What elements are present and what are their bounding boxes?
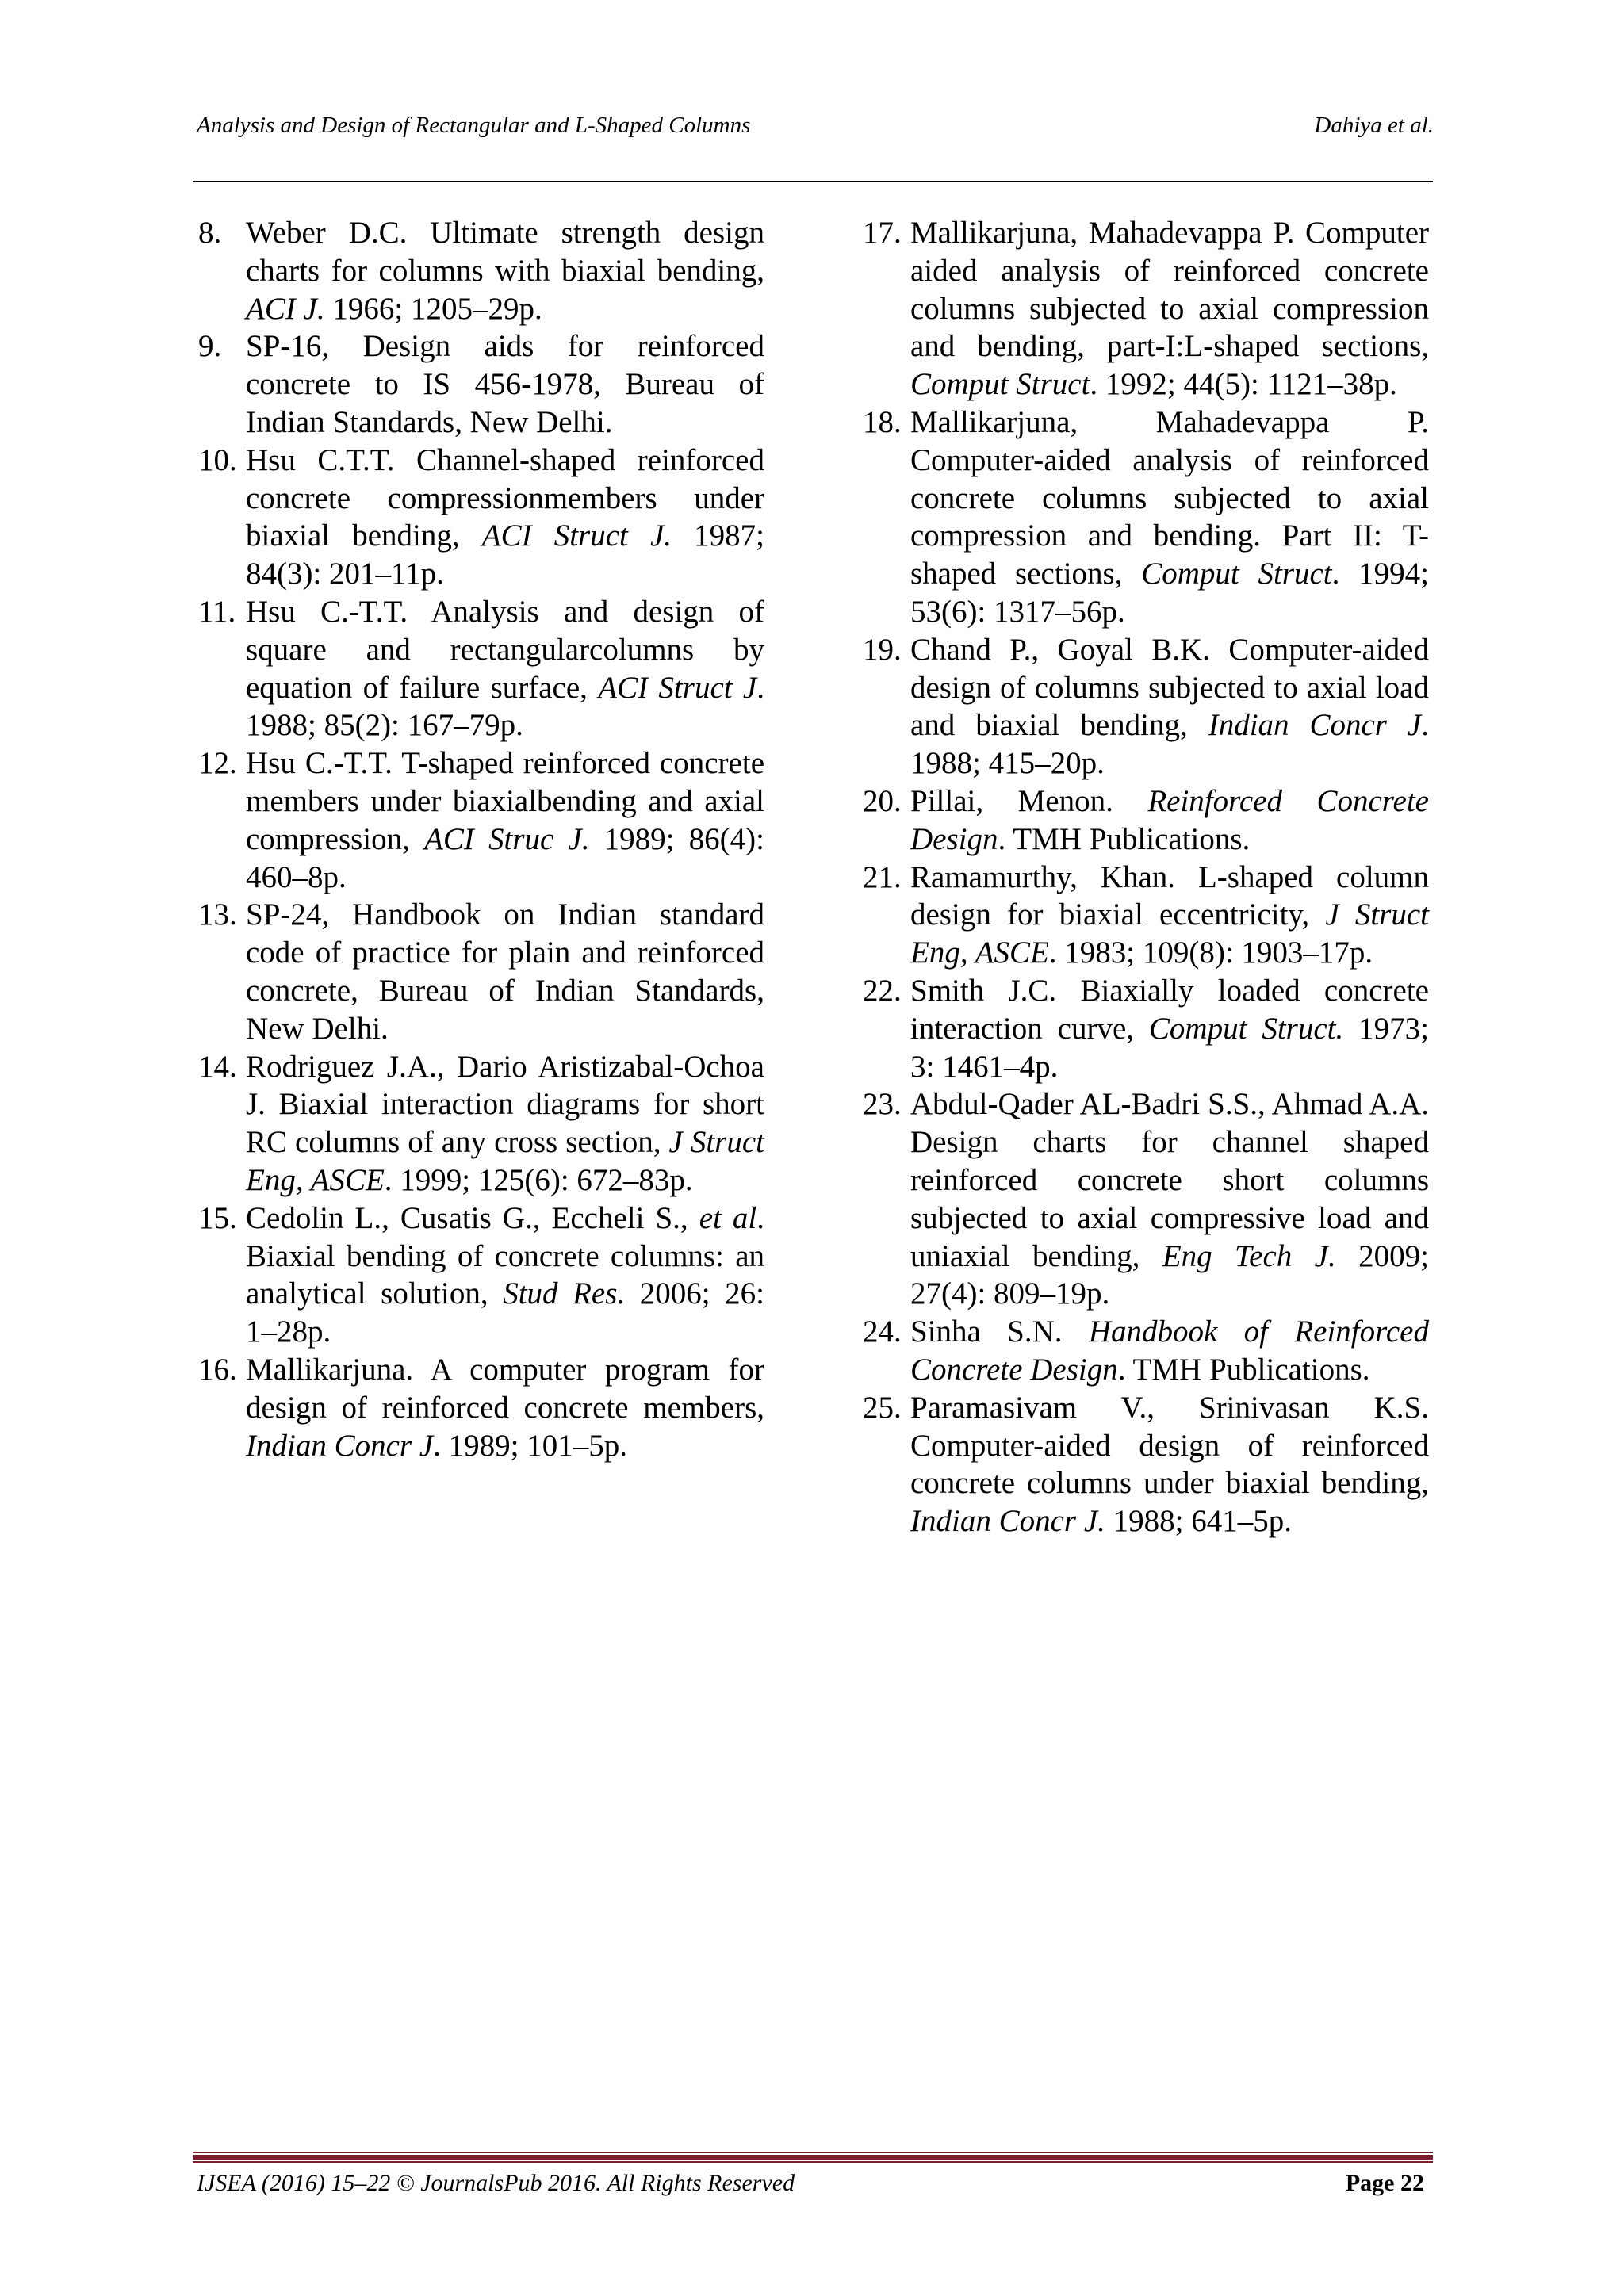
reference-source-italic: Stud Res.: [503, 1276, 626, 1311]
reference-source-italic: Indian Concr J: [246, 1428, 434, 1463]
reference-source-italic: et al: [699, 1200, 757, 1235]
reference-item: [198, 744, 764, 896]
reference-item: [863, 1085, 1429, 1313]
reference-text-part: Weber D.C. Ultimate strength design charts for columns with biaxial bending,: [246, 216, 764, 288]
reference-number: 22.: [863, 973, 902, 1008]
reference-source-italic: ACI Struct J: [598, 670, 757, 705]
reference-text-part: . 1988; 85(2): 167–79p.: [246, 670, 764, 743]
reference-number: 18.: [863, 404, 902, 439]
running-authors: Dahiya et al.: [1314, 113, 1434, 138]
reference-text-part: SP-16, Design aids for reinforced concrete to IS 456-1978, Bureau of Indian Standards, New Delhi.: [246, 329, 764, 439]
reference-text-part: Cedolin L., Cusatis G., Eccheli S.,: [246, 1200, 699, 1235]
reference-source-italic: ACI Struct J.: [481, 519, 672, 553]
reference-text: [910, 631, 1429, 783]
reference-source-italic: J Struct Eng, ASCE: [246, 1125, 764, 1197]
reference-text: [910, 859, 1429, 972]
reference-number: 23.: [863, 1087, 902, 1122]
running-header: [197, 111, 1434, 140]
reference-text-part: Ramamurthy, Khan. L-shaped column design for biaxial eccentricity,: [910, 859, 1429, 932]
reference-text-part: Hsu C.-T.T. Analysis and design of square and rectangularcolumns by equation of failure surface,: [246, 594, 764, 705]
reference-text-part: . 1988; 415–20p.: [910, 708, 1429, 781]
reference-number: 16.: [198, 1352, 237, 1387]
page-number: Page 22: [1345, 2170, 1424, 2196]
reference-text-part: Hsu C.T.T. Channel-shaped reinforced concrete compressionmembers under biaxial bending,: [246, 442, 764, 553]
references-right-column: [863, 214, 1429, 1540]
reference-text-part: Chand P., Goyal B.K. Computer-aided design of columns subjected to axial load and biaxial bending,: [910, 632, 1429, 743]
reference-source-italic: Comput Struct.: [1148, 1011, 1344, 1046]
reference-number: 8.: [198, 216, 222, 250]
reference-text-part: SP-24, Handbook on Indian standard code of practice for plain and reinforced concrete, Bureau of Indian Standards, New Delhi.: [246, 897, 764, 1046]
reference-number: 19.: [863, 632, 902, 667]
references-left-column: [198, 214, 764, 1464]
reference-text-part: 1973; 3: 1461–4p.: [910, 1011, 1429, 1084]
reference-text-part: 1966; 1205–29p.: [324, 291, 542, 326]
reference-text-part: Hsu C.-T.T. T-shaped reinforced concrete members under biaxialbending and axial compression,: [246, 746, 764, 856]
footer-citation: IJSEA (2016) 15–22 © JournalsPub 2016. All Rights Reserved: [197, 2170, 795, 2196]
reference-text-part: . 1989; 101–5p.: [433, 1428, 627, 1463]
reference-text-part: 1989; 86(4): 460–8p.: [246, 821, 764, 894]
reference-text: [910, 972, 1429, 1085]
reference-number: 25.: [863, 1390, 902, 1425]
reference-number: 24.: [863, 1314, 902, 1349]
reference-text-part: 1987; 84(3): 201–11p.: [246, 519, 764, 591]
reference-text-part: . TMH Publications.: [998, 821, 1251, 856]
reference-number: 12.: [198, 746, 237, 781]
reference-item: [198, 214, 764, 327]
reference-text-part: Mallikarjuna. A computer program for design of reinforced concrete members,: [246, 1352, 764, 1425]
reference-number: 20.: [863, 783, 902, 818]
reference-text: [246, 1351, 764, 1464]
reference-item: [863, 972, 1429, 1085]
reference-item: [863, 631, 1429, 783]
reference-number: 21.: [863, 859, 902, 894]
reference-item: [198, 327, 764, 441]
reference-text-part: 2009; 27(4): 809–19p.: [910, 1238, 1429, 1311]
reference-number: 15.: [198, 1200, 237, 1235]
reference-text-part: Mallikarjuna, Mahadevappa P. Computer aided analysis of reinforced concrete columns subjected to axial compression and bending, part-I:L-shaped sections,: [910, 216, 1429, 364]
reference-source-italic: J Struct Eng, ASCE: [910, 897, 1429, 970]
reference-text: [246, 593, 764, 744]
reference-text-part: Smith J.C. Biaxially loaded concrete interaction curve,: [910, 973, 1429, 1046]
reference-text-part: . 1992; 44(5): 1121–38p.: [1090, 367, 1397, 402]
page-footer: [197, 2169, 1424, 2198]
reference-item: [863, 1313, 1429, 1389]
reference-item: [863, 859, 1429, 972]
reference-text-part: . 1994; 53(6): 1317–56p.: [910, 557, 1429, 629]
reference-text: [246, 442, 764, 593]
reference-item: [863, 1389, 1429, 1540]
reference-text-part: Abdul-Qader AL-Badri S.S., Ahmad A.A. Design charts for channel shaped reinforced concrete short columns subjected to axial compressive load and uniaxial bending,: [910, 1087, 1429, 1273]
reference-text-part: Paramasivam V., Srinivasan K.S. Computer-aided design of reinforced concrete columns under biaxial bending,: [910, 1390, 1429, 1501]
reference-item: [198, 896, 764, 1047]
reference-item: [863, 214, 1429, 404]
reference-text-part: . Biaxial bending of concrete columns: an analytical solution,: [246, 1200, 764, 1311]
reference-source-italic: ACI J.: [246, 291, 325, 326]
reference-item: [198, 1200, 764, 1351]
reference-number: 10.: [198, 442, 237, 477]
reference-text: [910, 404, 1429, 631]
reference-text-part: . TMH Publications.: [1117, 1352, 1370, 1387]
reference-text: [910, 783, 1429, 859]
reference-source-italic: Handbook of Reinforced Concrete Design: [910, 1314, 1429, 1387]
reference-item: [198, 1351, 764, 1464]
reference-text: [246, 327, 764, 441]
reference-text-part: Rodriguez J.A., Dario Aristizabal-Ochoa J. Biaxial interaction diagrams for short RC columns of any cross section,: [246, 1049, 764, 1160]
reference-text: [246, 744, 764, 896]
footer-divider: [193, 2152, 1433, 2161]
reference-text-part: . 1983; 109(8): 1903–17p.: [1048, 936, 1373, 970]
reference-text-part: 1988; 641–5p.: [1105, 1504, 1292, 1539]
reference-text-part: Mallikarjuna, Mahadevappa P. Computer-aided analysis of reinforced concrete columns subjected to axial compression and bending. Part II: T-shaped sections,: [910, 404, 1429, 591]
reference-number: 14.: [198, 1049, 237, 1084]
reference-text: [910, 1389, 1429, 1540]
reference-item: [198, 1048, 764, 1200]
reference-number: 11.: [198, 594, 236, 629]
reference-text: [246, 1048, 764, 1200]
reference-text: [246, 1200, 764, 1351]
reference-text: [910, 214, 1429, 404]
reference-source-italic: Indian Concr J: [1208, 708, 1422, 743]
running-title: Analysis and Design of Rectangular and L-Shaped Columns: [197, 113, 751, 138]
reference-text-part: Sinha S.N.: [910, 1314, 1089, 1349]
reference-source-italic: Eng Tech J.: [1162, 1238, 1336, 1273]
reference-source-italic: ACI Struc J.: [424, 821, 590, 856]
reference-number: 17.: [863, 216, 902, 250]
reference-text-part: . 1999; 125(6): 672–83p.: [384, 1162, 693, 1197]
reference-text: [246, 896, 764, 1047]
reference-text: [910, 1085, 1429, 1313]
reference-source-italic: Comput Struct: [1141, 557, 1332, 591]
reference-item: [198, 442, 764, 593]
reference-source-italic: Indian Concr J.: [910, 1504, 1105, 1539]
reference-text: [910, 1313, 1429, 1389]
reference-item: [863, 404, 1429, 631]
reference-number: 13.: [198, 897, 237, 932]
reference-source-italic: Reinforced Concrete Design: [910, 783, 1429, 856]
reference-source-italic: Comput Struct: [910, 367, 1090, 402]
reference-item: [198, 593, 764, 744]
reference-text-part: 2006; 26: 1–28p.: [246, 1276, 765, 1349]
header-divider: [193, 181, 1433, 182]
reference-item: [863, 783, 1429, 859]
reference-text-part: Pillai, Menon.: [910, 783, 1148, 818]
reference-number: 9.: [198, 329, 222, 364]
reference-text: [246, 214, 764, 327]
